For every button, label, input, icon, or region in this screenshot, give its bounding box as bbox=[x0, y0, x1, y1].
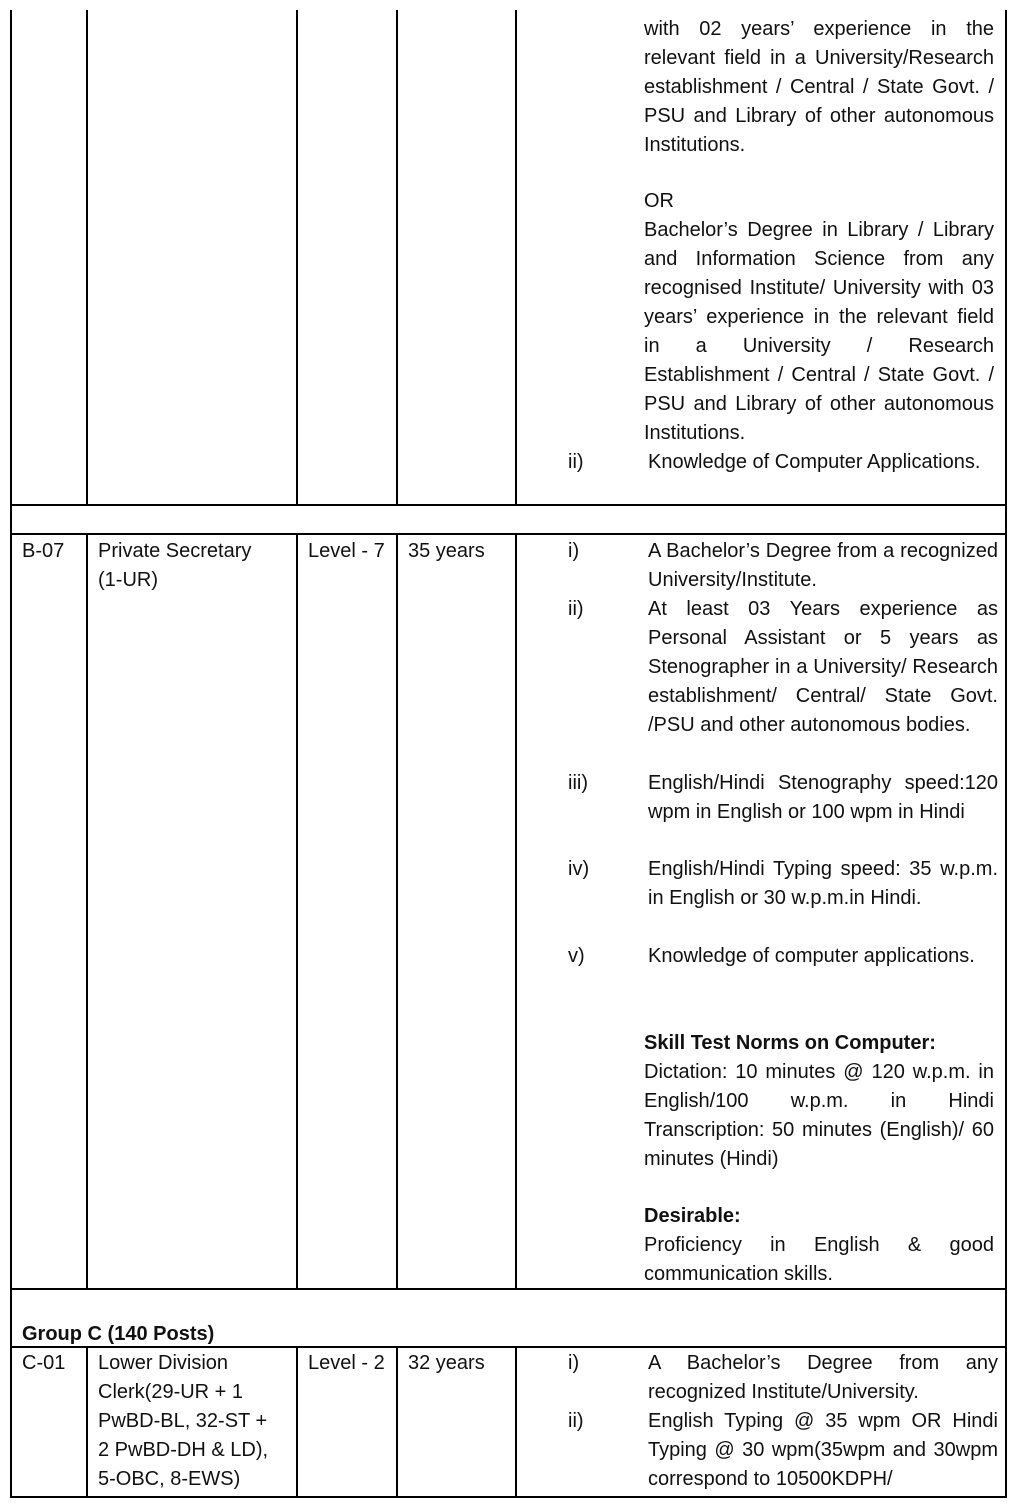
qualification-text: Knowledge of Computer Applications. bbox=[648, 451, 981, 473]
col-divider-2 bbox=[296, 533, 298, 1290]
col-divider-4 bbox=[515, 533, 517, 1290]
col-divider-1 bbox=[86, 1346, 88, 1498]
qualification-text: At least 03 Years experience as Personal Assistant or 5 years as Stenographer in a University/ Research establishment/ Central/ State Govt. /PSU and other autonomous bodies. bbox=[648, 598, 998, 736]
col-divider-2 bbox=[296, 10, 298, 506]
col-divider-3 bbox=[396, 533, 398, 1290]
qualification-alternative-text: Bachelor’s Degree in Library / Library and Information Science from any recognised Institute/ University with 03 years’ experience in the relevant field in a University / Research Establishment / Central / State Govt. / PSU and Library of other autonomous Institutions. bbox=[644, 219, 994, 444]
qualification-item bbox=[564, 1407, 996, 1494]
qualification-number: v) bbox=[568, 945, 585, 967]
qualification-item bbox=[564, 769, 996, 827]
qualification-item bbox=[564, 537, 996, 595]
col-divider-1 bbox=[86, 10, 88, 506]
qualification-number: ii) bbox=[568, 598, 584, 620]
qualification-number: iv) bbox=[568, 858, 590, 880]
post-name: Lower Division Clerk(29-UR + 1 PwBD-BL, 32-ST + 2 PwBD-DH & LD), 5-OBC, 8-EWS) bbox=[98, 1352, 269, 1490]
qualification-continuation-text: with 02 years’ experience in the relevant field in a University/Research establishment / Central / State Govt. / PSU and Library of other autonomous Institutions. bbox=[644, 18, 994, 156]
qualification-item bbox=[564, 595, 996, 740]
qualification-number: ii) bbox=[568, 1410, 584, 1432]
skill-test-heading: Skill Test Norms on Computer: bbox=[644, 1032, 936, 1054]
qualification-text: A Bachelor’s Degree from a recognized University/Institute. bbox=[648, 540, 998, 591]
qualification-item bbox=[564, 1349, 996, 1407]
pay-level: Level - 7 bbox=[308, 540, 385, 562]
qualification-item bbox=[564, 855, 996, 913]
col-divider-3 bbox=[396, 10, 398, 506]
pay-level: Level - 2 bbox=[308, 1352, 385, 1374]
qualification-item bbox=[564, 942, 996, 971]
table-border-right bbox=[1005, 10, 1007, 1498]
col-divider-2 bbox=[296, 1346, 298, 1498]
col-divider-3 bbox=[396, 1346, 398, 1498]
col-divider-1 bbox=[86, 533, 88, 1290]
age-limit: 32 years bbox=[408, 1352, 485, 1374]
qualification-number: i) bbox=[568, 1352, 580, 1374]
post-name: Private Secretary (1-UR) bbox=[98, 540, 252, 591]
table-border-left bbox=[10, 10, 12, 1498]
qualification-number: iii) bbox=[568, 772, 588, 794]
desirable-text: Proficiency in English & good communication skills. bbox=[644, 1234, 994, 1285]
qualification-text: English/Hindi Stenography speed:120 wpm in English or 100 wpm in Hindi bbox=[648, 772, 998, 823]
row-divider-top-block-bottom bbox=[10, 504, 1007, 506]
row-divider-page-bottom bbox=[10, 1496, 1007, 1498]
qualification-text: A Bachelor’s Degree from any recognized Institute/University. bbox=[648, 1352, 998, 1403]
skill-test-text: Dictation: 10 minutes @ 120 w.p.m. in English/100 w.p.m. in Hindi Transcription: 50 minutes (English)/ 60 minutes (Hindi) bbox=[644, 1061, 994, 1170]
group-heading: Group C (140 Posts) bbox=[22, 1323, 215, 1345]
post-code: C-01 bbox=[22, 1352, 66, 1374]
row-divider-spacer-bottom bbox=[10, 533, 1007, 535]
qualification-text: English Typing @ 35 wpm OR Hindi Typing @ 30 wpm(35wpm and 30wpm correspond to 10500KDPH/ bbox=[648, 1410, 998, 1490]
qualification-item bbox=[564, 448, 996, 477]
desirable-heading: Desirable: bbox=[644, 1205, 741, 1227]
post-code: B-07 bbox=[22, 540, 65, 562]
qualification-text: English/Hindi Typing speed: 35 w.p.m. in English or 30 w.p.m.in Hindi. bbox=[648, 858, 998, 909]
qualification-number: ii) bbox=[568, 451, 584, 473]
col-divider-4 bbox=[515, 1346, 517, 1498]
qualification-text: Knowledge of computer applications. bbox=[648, 945, 975, 967]
qualification-number: i) bbox=[568, 540, 580, 562]
age-limit: 35 years bbox=[408, 540, 485, 562]
or-separator: OR bbox=[644, 190, 674, 212]
col-divider-4 bbox=[515, 10, 517, 506]
